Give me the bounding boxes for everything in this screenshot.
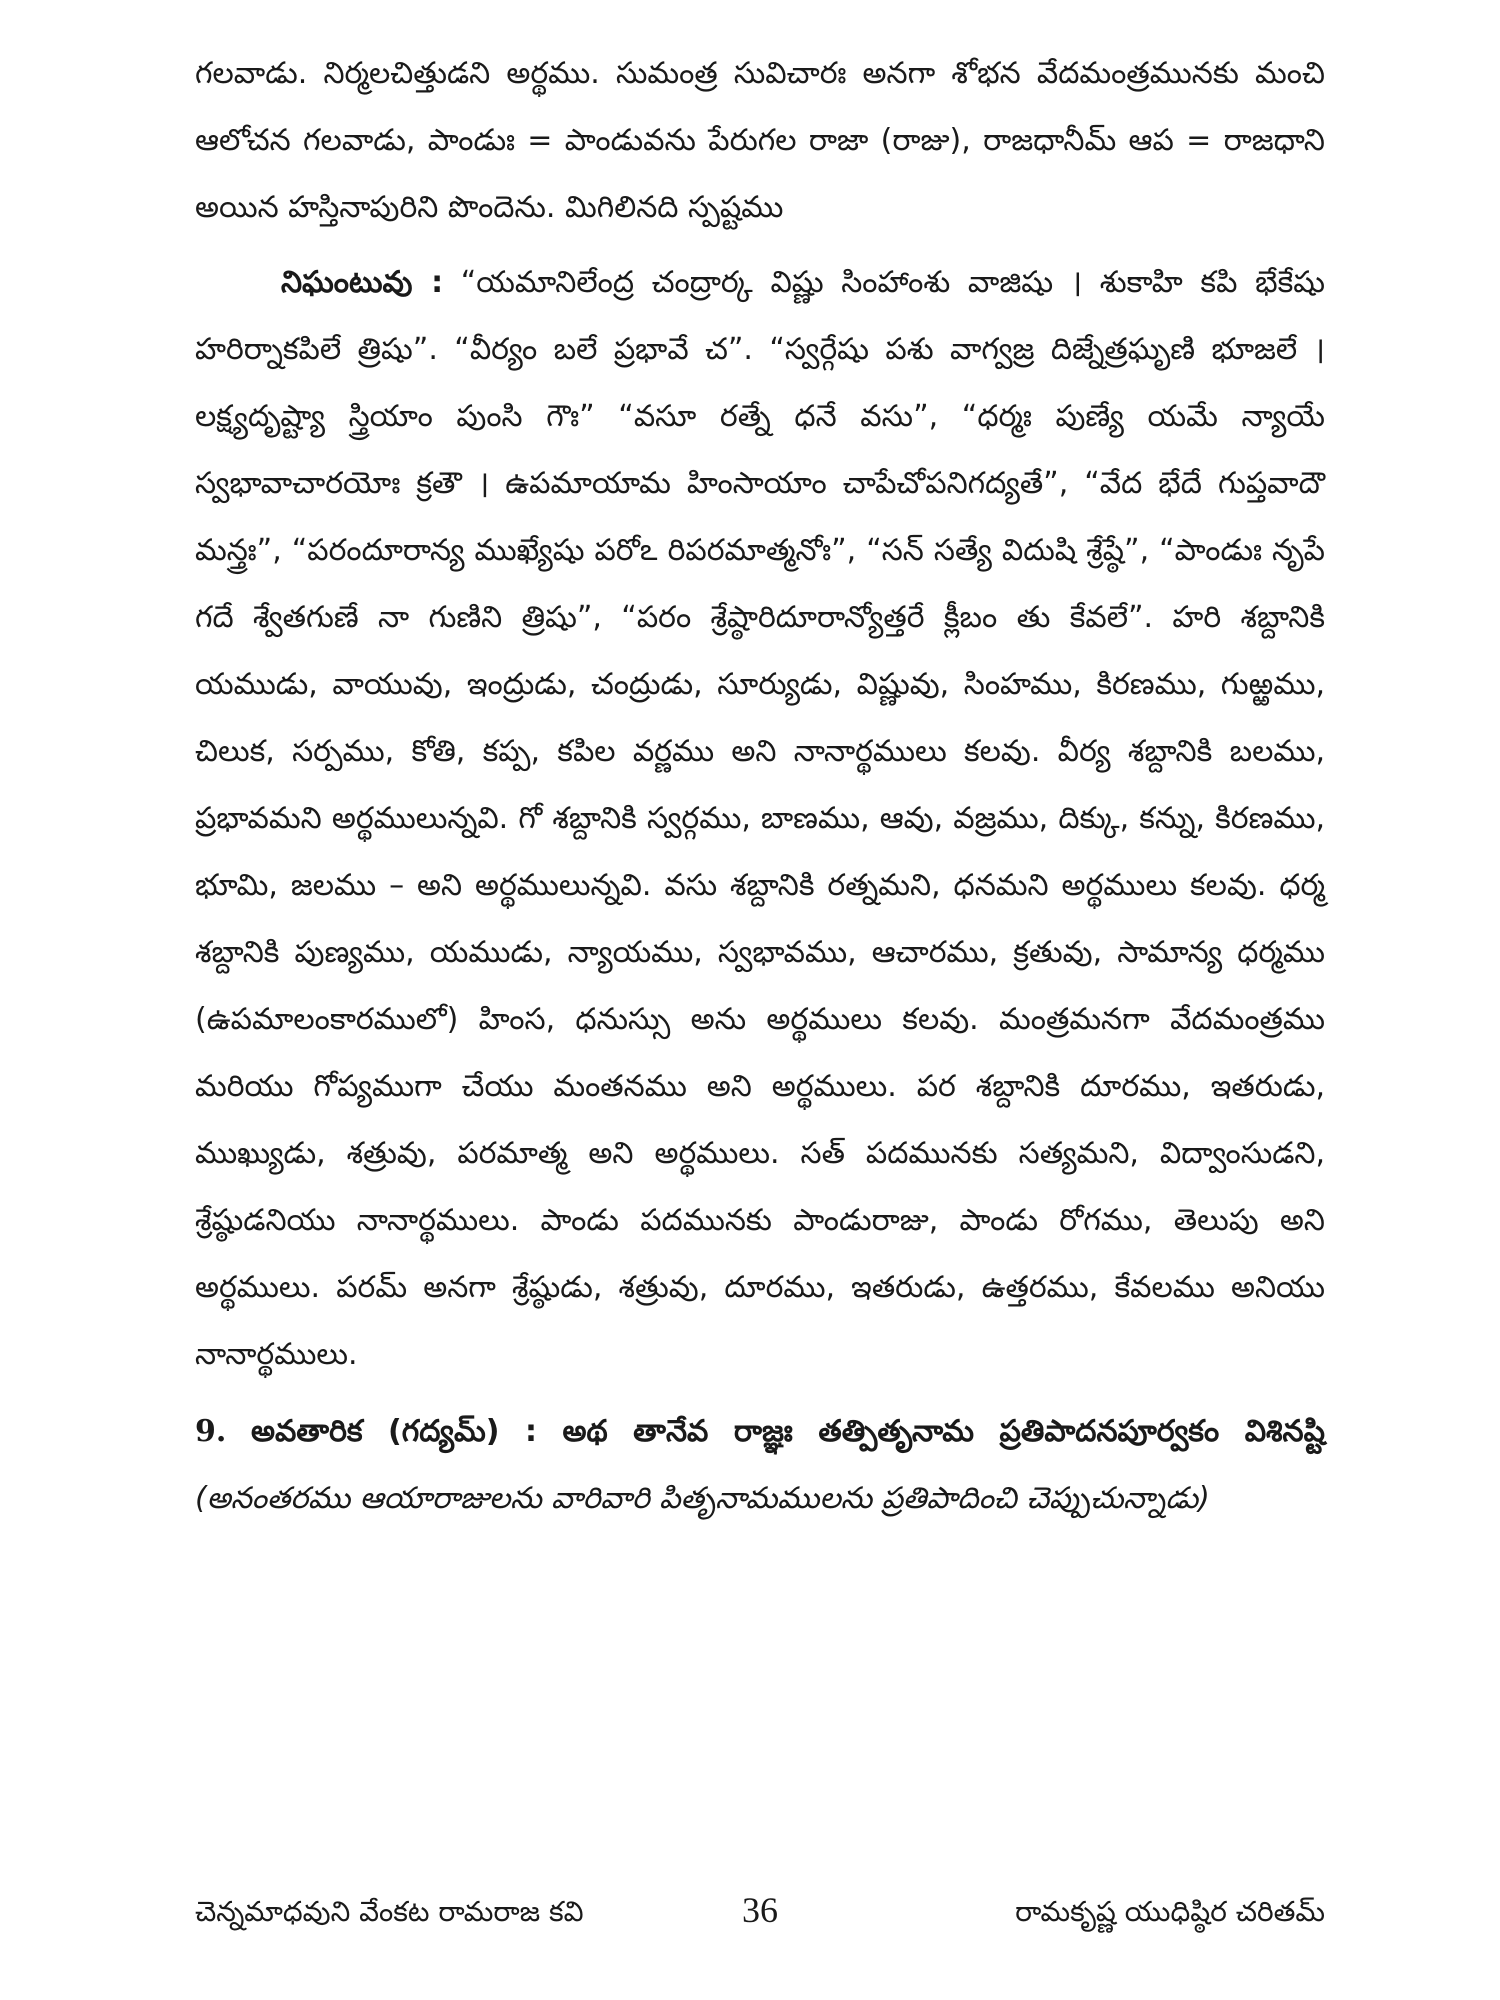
page-number: 36 (742, 1890, 778, 1930)
section-9-paragraph (195, 1398, 1325, 1532)
paragraph-nighantuvu (195, 249, 1325, 1388)
footer-book-title: రామకృష్ణ యుధిష్ఠిర చరితమ్ (1015, 1895, 1325, 1928)
section-translation: (అనంతరము ఆయారాజులను వారివారి పితృనామములను ప్రతిపాదించి చెప్పుచున్నాడు) (195, 1481, 1210, 1516)
page-footer (195, 1890, 1325, 1945)
footer-author: చెన్నమాధవుని వేంకట రామరాజ కవి (195, 1895, 584, 1928)
nighantuvu-text: “యమానిలేంద్ర చంద్రార్క విష్ణు సింహాంశు వాజిషు । శుకాహి కపి భేకేషు హరిర్నాకపిలే త్రిషు”. “వీర్యం బలే ప్రభావే చ”. “స్వర్గేషు పశు వాగ్వజ్ర దిజ్నేత్రఘృణి భూజలే । లక్ష్యదృష్ట్యా స్త్రియాం పుంసి గౌః” “వసూ రత్నే ధనే వసు”, “ధర్మః పుణ్యే యమే న్యాయే స్వభావాచారయోః క్రతౌ । ఉపమాయామ హింసాయాం చాపేచోపనిగద్యతే”, “వేద భేదే గుప్తవాదౌ మన్త్రః”, “పరందూరాన్య ముఖ్యేషు పరోఽ రిపరమాత్మనోః”, “సన్ సత్యే విదుషి శ్రేష్ఠే”, “పాండుః నృపే గదే శ్వేతగుణే నా గుణిని త్రిషు”, “పరం శ్రేష్ఠారిదూరాన్యోత్తరే క్లీబం తు కేవలే”. హరి శబ్దానికి యముడు, వాయువు, ఇంద్రుడు, చంద్రుడు, సూర్యుడు, విష్ణువు, సింహము, కిరణము, గుఱ్ఱము, చిలుక, సర్పము, కోతి, కప్ప, కపిల వర్ణము అని నానార్థములు కలవు. వీర్య శబ్దానికి బలము, ప్రభావమని అర్థములున్నవి. గో శబ్దానికి స్వర్గము, బాణము, ఆవు, వజ్రము, దిక్కు, కన్ను, కిరణము, భూమి, జలము – అని అర్థములున్నవి. వసు శబ్దానికి రత్నమని, ధనమని అర్థములు కలవు. ధర్మ శబ్దానికి పుణ్యము, యముడు, న్యాయము, స్వభావము, ఆచారము, క్రతువు, సామాన్య ధర్మము (ఉపమాలంకారములో) హింస, ధనుస్సు అను అర్థములు కలవు. మంత్రమనగా వేదమంత్రము మరియు గోప్యముగా చేయు మంతనము అని అర్థములు. పర శబ్దానికి దూరము, ఇతరుడు, ముఖ్యుడు, శత్రువు, పరమాత్మ అని అర్థములు. సత్ పదమునకు సత్యమని, విద్వాంసుడని, శ్రేష్ఠుడనియు నానార్థములు. పాండు పదమునకు పాండురాజు, పాండు రోగము, తెలుపు అని అర్థములు. పరమ్ అనగా శ్రేష్ఠుడు, శత్రువు, దూరము, ఇతరుడు, ఉత్తరము, కేవలము అనియు నానార్థములు. (195, 265, 1325, 1372)
section-heading: అవతారిక (గద్యమ్) : అథ తానేవ రాజ్ఞః తత్పితృనామ ప్రతిపాదనపూర్వకం విశినష్టి (250, 1414, 1325, 1449)
section-number: 9. (195, 1414, 227, 1449)
nighantuvu-label: నిఘంటువు : (281, 265, 444, 300)
paragraph-1: గలవాడు. నిర్మలచిత్తుడని అర్థము. సుమంత్ర సువిచారః అనగా శోభన వేదమంత్రమునకు మంచి ఆలోచన గలవాడు, పాండుః = పాండువను పేరుగల రాజా (రాజు), రాజధానీమ్ ఆప = రాజధాని అయిన హస్తినాపురిని పొందెను. మిగిలినది స్పష్టము (195, 56, 1325, 225)
body-text (195, 40, 1325, 1540)
